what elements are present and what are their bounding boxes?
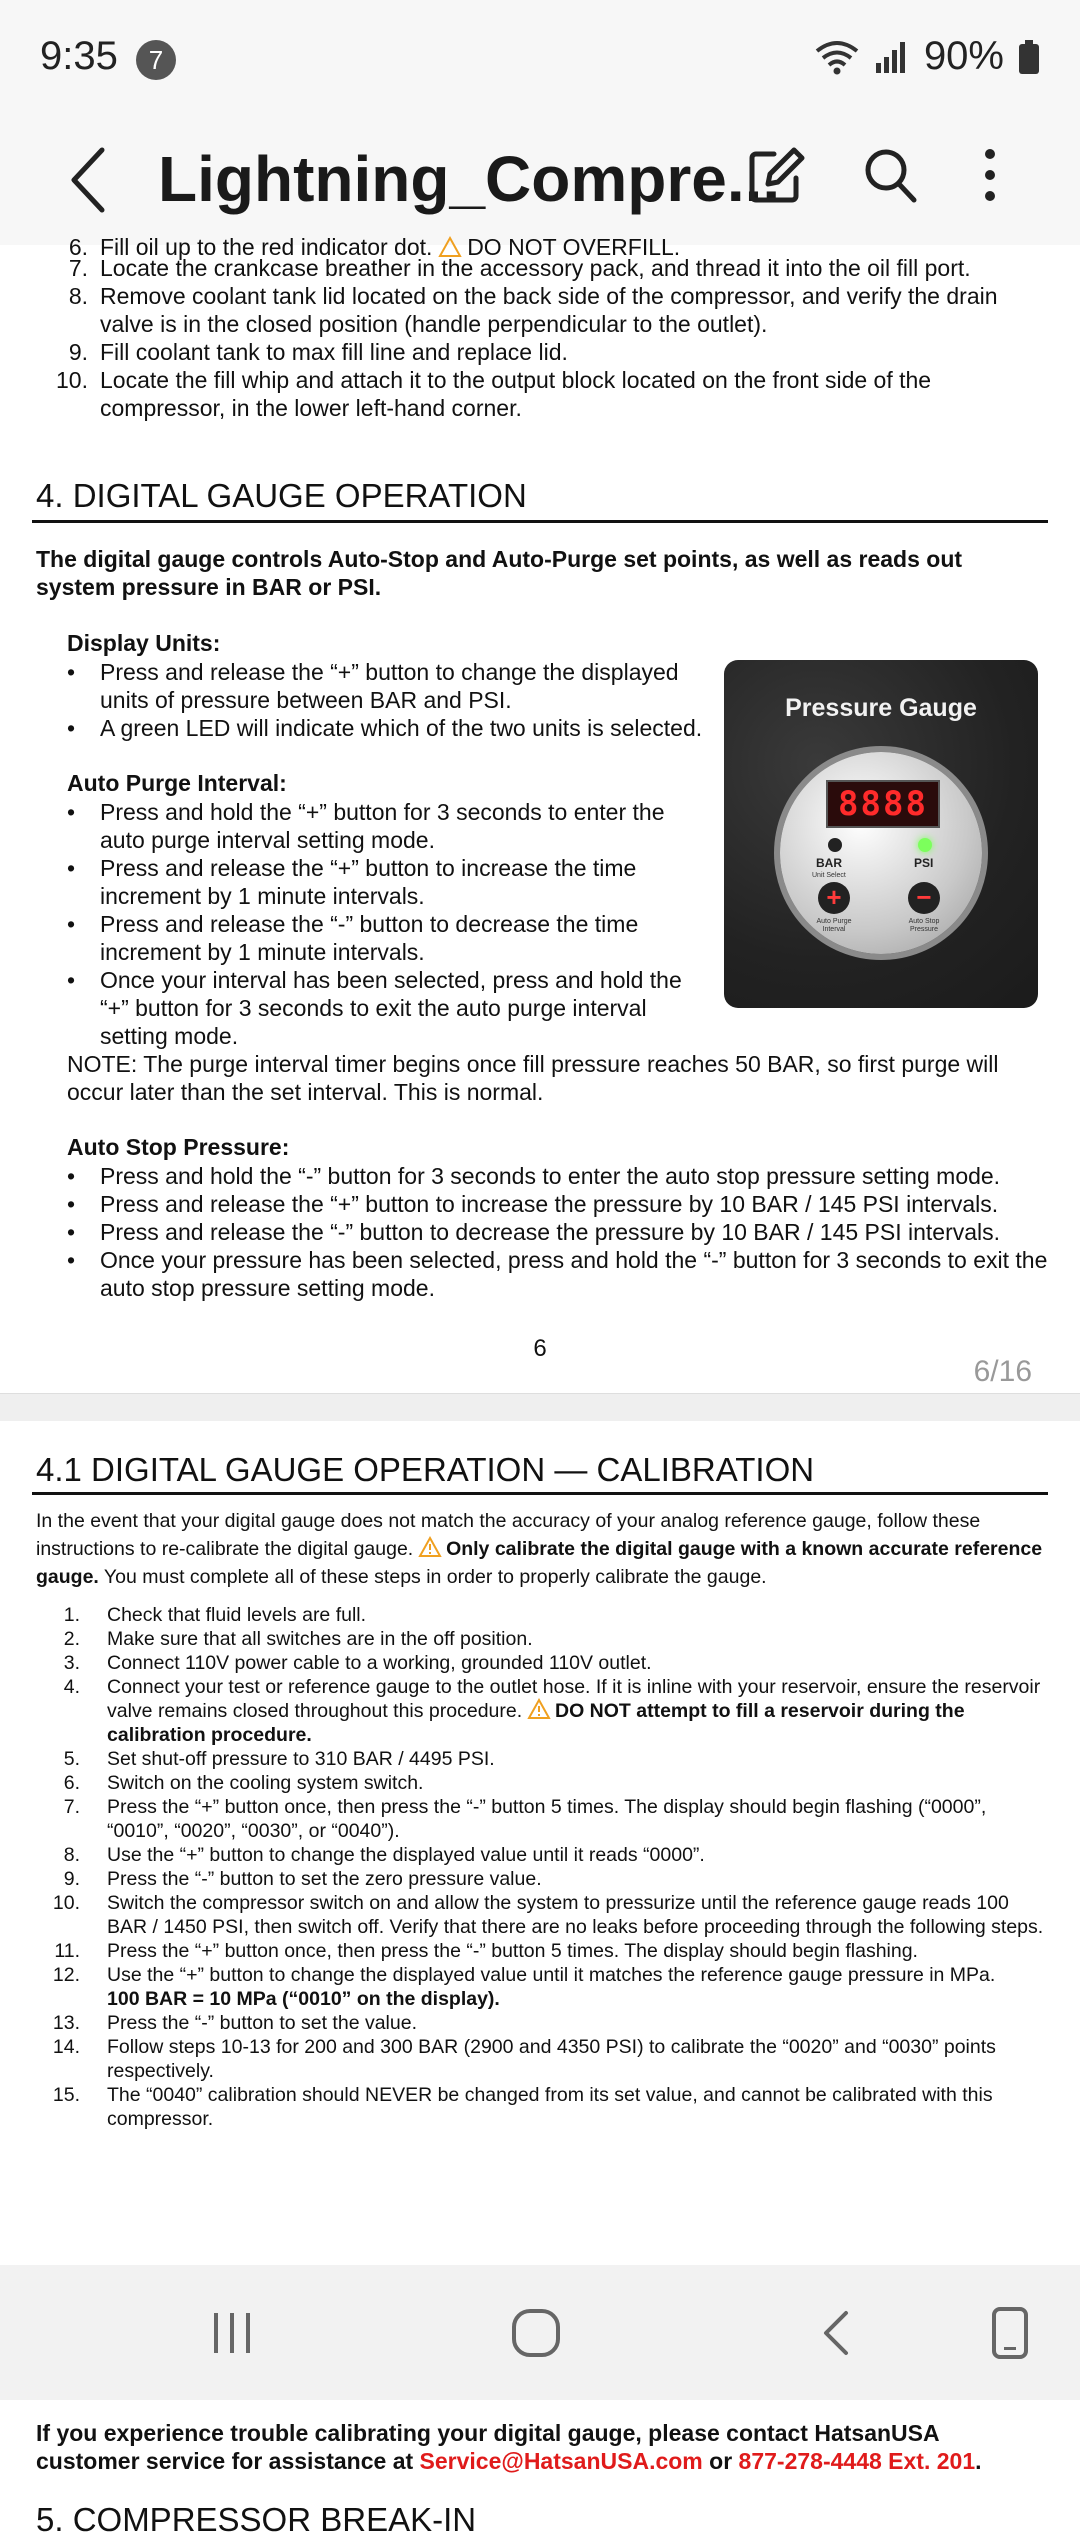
calibration-intro: In the event that your digital gauge does not match the accuracy of your analog reference gauge, follow these instructions to re-calibrate the digital gauge. Only calibrate the digital gauge with a known accurate reference gauge. You must complete all of these steps in order to properly calibrate the gauge. bbox=[36, 1510, 1043, 1588]
wifi-icon bbox=[814, 39, 860, 75]
recent-apps-icon[interactable] bbox=[200, 2301, 264, 2365]
list-item: 10. Locate the fill whip and attach it to the output block located on the front side of the compressor, in the lower left-hand corner. bbox=[56, 367, 932, 421]
psi-led bbox=[918, 838, 932, 852]
list-item: 7. Press the “+” button once, then press the “-” button 5 times. The display should begin flashing (“0000”, “0010”, “0020”, “0030”, or “0040”). bbox=[63, 1796, 987, 1842]
status-time: 9:35 bbox=[40, 34, 118, 78]
bar-led bbox=[828, 838, 842, 852]
list-item: • Once your interval has been selected, press and hold the “+” button for 3 seconds to exit the auto purge interval setting mode. bbox=[67, 966, 707, 1050]
list-item: • Press and hold the “+” button for 3 seconds to enter the auto purge interval setting mode. bbox=[67, 798, 707, 854]
support-email-link[interactable]: Service@HatsanUSA.com bbox=[419, 2448, 703, 2474]
page-separator bbox=[0, 1393, 1080, 1423]
edit-icon[interactable] bbox=[744, 140, 808, 210]
list-item: • Press and release the “+” button to change the displayed units of pressure between BAR and PSI. bbox=[67, 658, 717, 714]
list-item: 8. Remove coolant tank lid located on the back side of the compressor, and verify the drain valve is in the closed position (handle perpendicular to the outlet). bbox=[68, 283, 998, 337]
purge-note: NOTE: The purge interval timer begins once fill pressure reaches 50 BAR, so first purge will occur later than the set interval. This is normal. bbox=[67, 1051, 999, 1105]
list-item: 8. Use the “+” button to change the displayed value until it reads “0000”. bbox=[63, 1844, 705, 1866]
list-item: 1. Check that fluid levels are full. bbox=[63, 1604, 367, 1626]
list-item: 9. Press the “-” button to set the zero pressure value. bbox=[63, 1868, 542, 1890]
battery-icon bbox=[1018, 39, 1040, 75]
notification-count-badge: 7 bbox=[136, 40, 176, 80]
section-intro: The digital gauge controls Auto-Stop and Auto-Purge set points, as well as reads out system pressure in BAR or PSI. bbox=[36, 546, 963, 600]
list-item: 10. Switch the compressor switch on and allow the system to pressurize until the reference gauge reads 100 BAR / 1450 PSI, then switch off. Verify that there are no leaks before proceeding through the following steps. bbox=[52, 1892, 1044, 1938]
list-item: 12. Use the “+” button to change the displayed value until it matches the reference gauge pressure in MPa. 100 BAR = 10 MPa (“0010” on the display). bbox=[52, 1964, 996, 2010]
page-counter-badge: 6/16 bbox=[973, 1355, 1032, 1388]
list-item: • Press and hold the “-” button for 3 seconds to enter the auto stop pressure setting mode. bbox=[67, 1162, 1057, 1190]
list-item: • Press and release the “+” button to increase the time increment by 1 minute intervals. bbox=[67, 854, 707, 910]
support-contact: If you experience trouble calibrating your digital gauge, please contact HatsanUSA customer service for assistance at Service@HatsanUSA.com or 877-278-4448 Ext. 201. bbox=[36, 2420, 982, 2474]
subheading-auto-purge: Auto Purge Interval: bbox=[67, 770, 287, 796]
support-phone-link[interactable]: 877-278-4448 Ext. 201 bbox=[738, 2448, 976, 2474]
back-arrow-icon[interactable] bbox=[60, 140, 120, 220]
back-nav-icon[interactable] bbox=[806, 2301, 870, 2365]
screen-orientation-icon[interactable] bbox=[978, 2301, 1042, 2365]
signal-icon bbox=[874, 39, 910, 75]
warning-icon bbox=[528, 1699, 550, 1719]
unit-select-label: Unit Select bbox=[812, 872, 846, 879]
more-options-icon[interactable] bbox=[962, 140, 1018, 210]
psi-label: PSI bbox=[914, 856, 934, 870]
list-item: 15. The “0040” calibration should NEVER be changed from its set value, and cannot be calibrated with this compressor. bbox=[52, 2084, 993, 2130]
system-navigation-bar bbox=[0, 2265, 1080, 2400]
document-page-6 bbox=[0, 234, 1080, 1393]
subheading-display-units: Display Units: bbox=[67, 630, 221, 656]
section-heading: 4. DIGITAL GAUGE OPERATION bbox=[36, 477, 527, 514]
section-rule bbox=[32, 520, 1048, 523]
pressure-gauge-photo bbox=[724, 660, 1038, 1008]
home-icon[interactable] bbox=[504, 2301, 568, 2365]
list-item: 5. Set shut-off pressure to 310 BAR / 4495 PSI. bbox=[63, 1748, 495, 1770]
list-item: 11. Press the “+” button once, then press the “-” button 5 times. The display should begin flashing. bbox=[54, 1940, 918, 1962]
section-rule bbox=[32, 1492, 1048, 1495]
display-units-list bbox=[67, 658, 717, 742]
auto-purge-list bbox=[67, 798, 707, 1050]
setup-steps-list bbox=[36, 254, 1056, 422]
list-item: 14. Follow steps 10-13 for 200 and 300 BAR (2900 and 4350 PSI) to calibrate the “0020” and “0030” points respectively. bbox=[52, 2036, 996, 2082]
list-item: • Press and release the “+” button to increase the pressure by 10 BAR / 145 PSI intervals. bbox=[67, 1190, 1057, 1218]
warning-icon bbox=[419, 1537, 441, 1557]
gauge-face bbox=[780, 752, 982, 954]
document-page-7 bbox=[0, 1421, 1080, 2538]
list-item: • Press and release the “-” button to decrease the pressure by 10 BAR / 145 PSI intervals. bbox=[67, 1218, 1057, 1246]
app-toolbar bbox=[0, 120, 1080, 246]
document-title: Lightning_Compre... bbox=[158, 143, 781, 215]
list-item: 3. Connect 110V power cable to a working, grounded 110V outlet. bbox=[63, 1652, 652, 1674]
list-item: • Once your pressure has been selected, press and hold the “-” button for 3 seconds to exit the auto stop pressure setting mode. bbox=[67, 1246, 1057, 1302]
document-viewport[interactable] bbox=[0, 234, 1080, 2538]
calibration-steps-list bbox=[36, 1603, 1046, 2131]
bar-label: BAR bbox=[816, 856, 842, 870]
battery-percent: 90% bbox=[923, 34, 1004, 78]
next-section-heading: 5. COMPRESSOR BREAK-IN bbox=[36, 2501, 477, 2538]
list-item: • Press and release the “-” button to decrease the time increment by 1 minute intervals. bbox=[67, 910, 707, 966]
page-number: 6 bbox=[533, 1335, 547, 1362]
cut-off-line: 6. Fill oil up to the red indicator dot. DO NOT OVERFILL. bbox=[68, 234, 681, 260]
auto-stop-list bbox=[67, 1162, 1057, 1302]
gauge-plus-button: + bbox=[818, 882, 850, 914]
section-heading: 4.1 DIGITAL GAUGE OPERATION — CALIBRATION bbox=[36, 1451, 815, 1488]
list-item: 7. Locate the crankcase breather in the accessory pack, and thread it into the oil fill port. bbox=[68, 255, 971, 281]
auto-stop-label: Auto Stop Pressure bbox=[908, 918, 940, 933]
status-icons bbox=[814, 34, 1040, 79]
list-item: 4. Connect your test or reference gauge to the outlet hose. If it is inline with your reservoir, ensure the reservoir valve remains closed throughout this procedure. DO NOT attempt to fill a reservoir during the calibration procedure. bbox=[63, 1676, 1041, 1746]
gauge-minus-button: − bbox=[908, 882, 940, 914]
search-icon[interactable] bbox=[858, 140, 922, 210]
auto-purge-label: Auto Purge Interval bbox=[816, 918, 852, 933]
list-item: • A green LED will indicate which of the two units is selected. bbox=[67, 714, 717, 742]
subheading-auto-stop: Auto Stop Pressure: bbox=[67, 1134, 290, 1160]
list-item: 2. Make sure that all switches are in the off position. bbox=[63, 1628, 533, 1650]
gauge-display: 8888 bbox=[826, 780, 940, 828]
list-item: 13. Press the “-” button to set the value. bbox=[52, 2012, 417, 2034]
list-item: 6. Switch on the cooling system switch. bbox=[63, 1772, 424, 1794]
list-item: 9. Fill coolant tank to max fill line and replace lid. bbox=[68, 339, 568, 365]
gauge-photo-label: Pressure Gauge bbox=[785, 694, 977, 722]
status-bar bbox=[0, 0, 1080, 120]
